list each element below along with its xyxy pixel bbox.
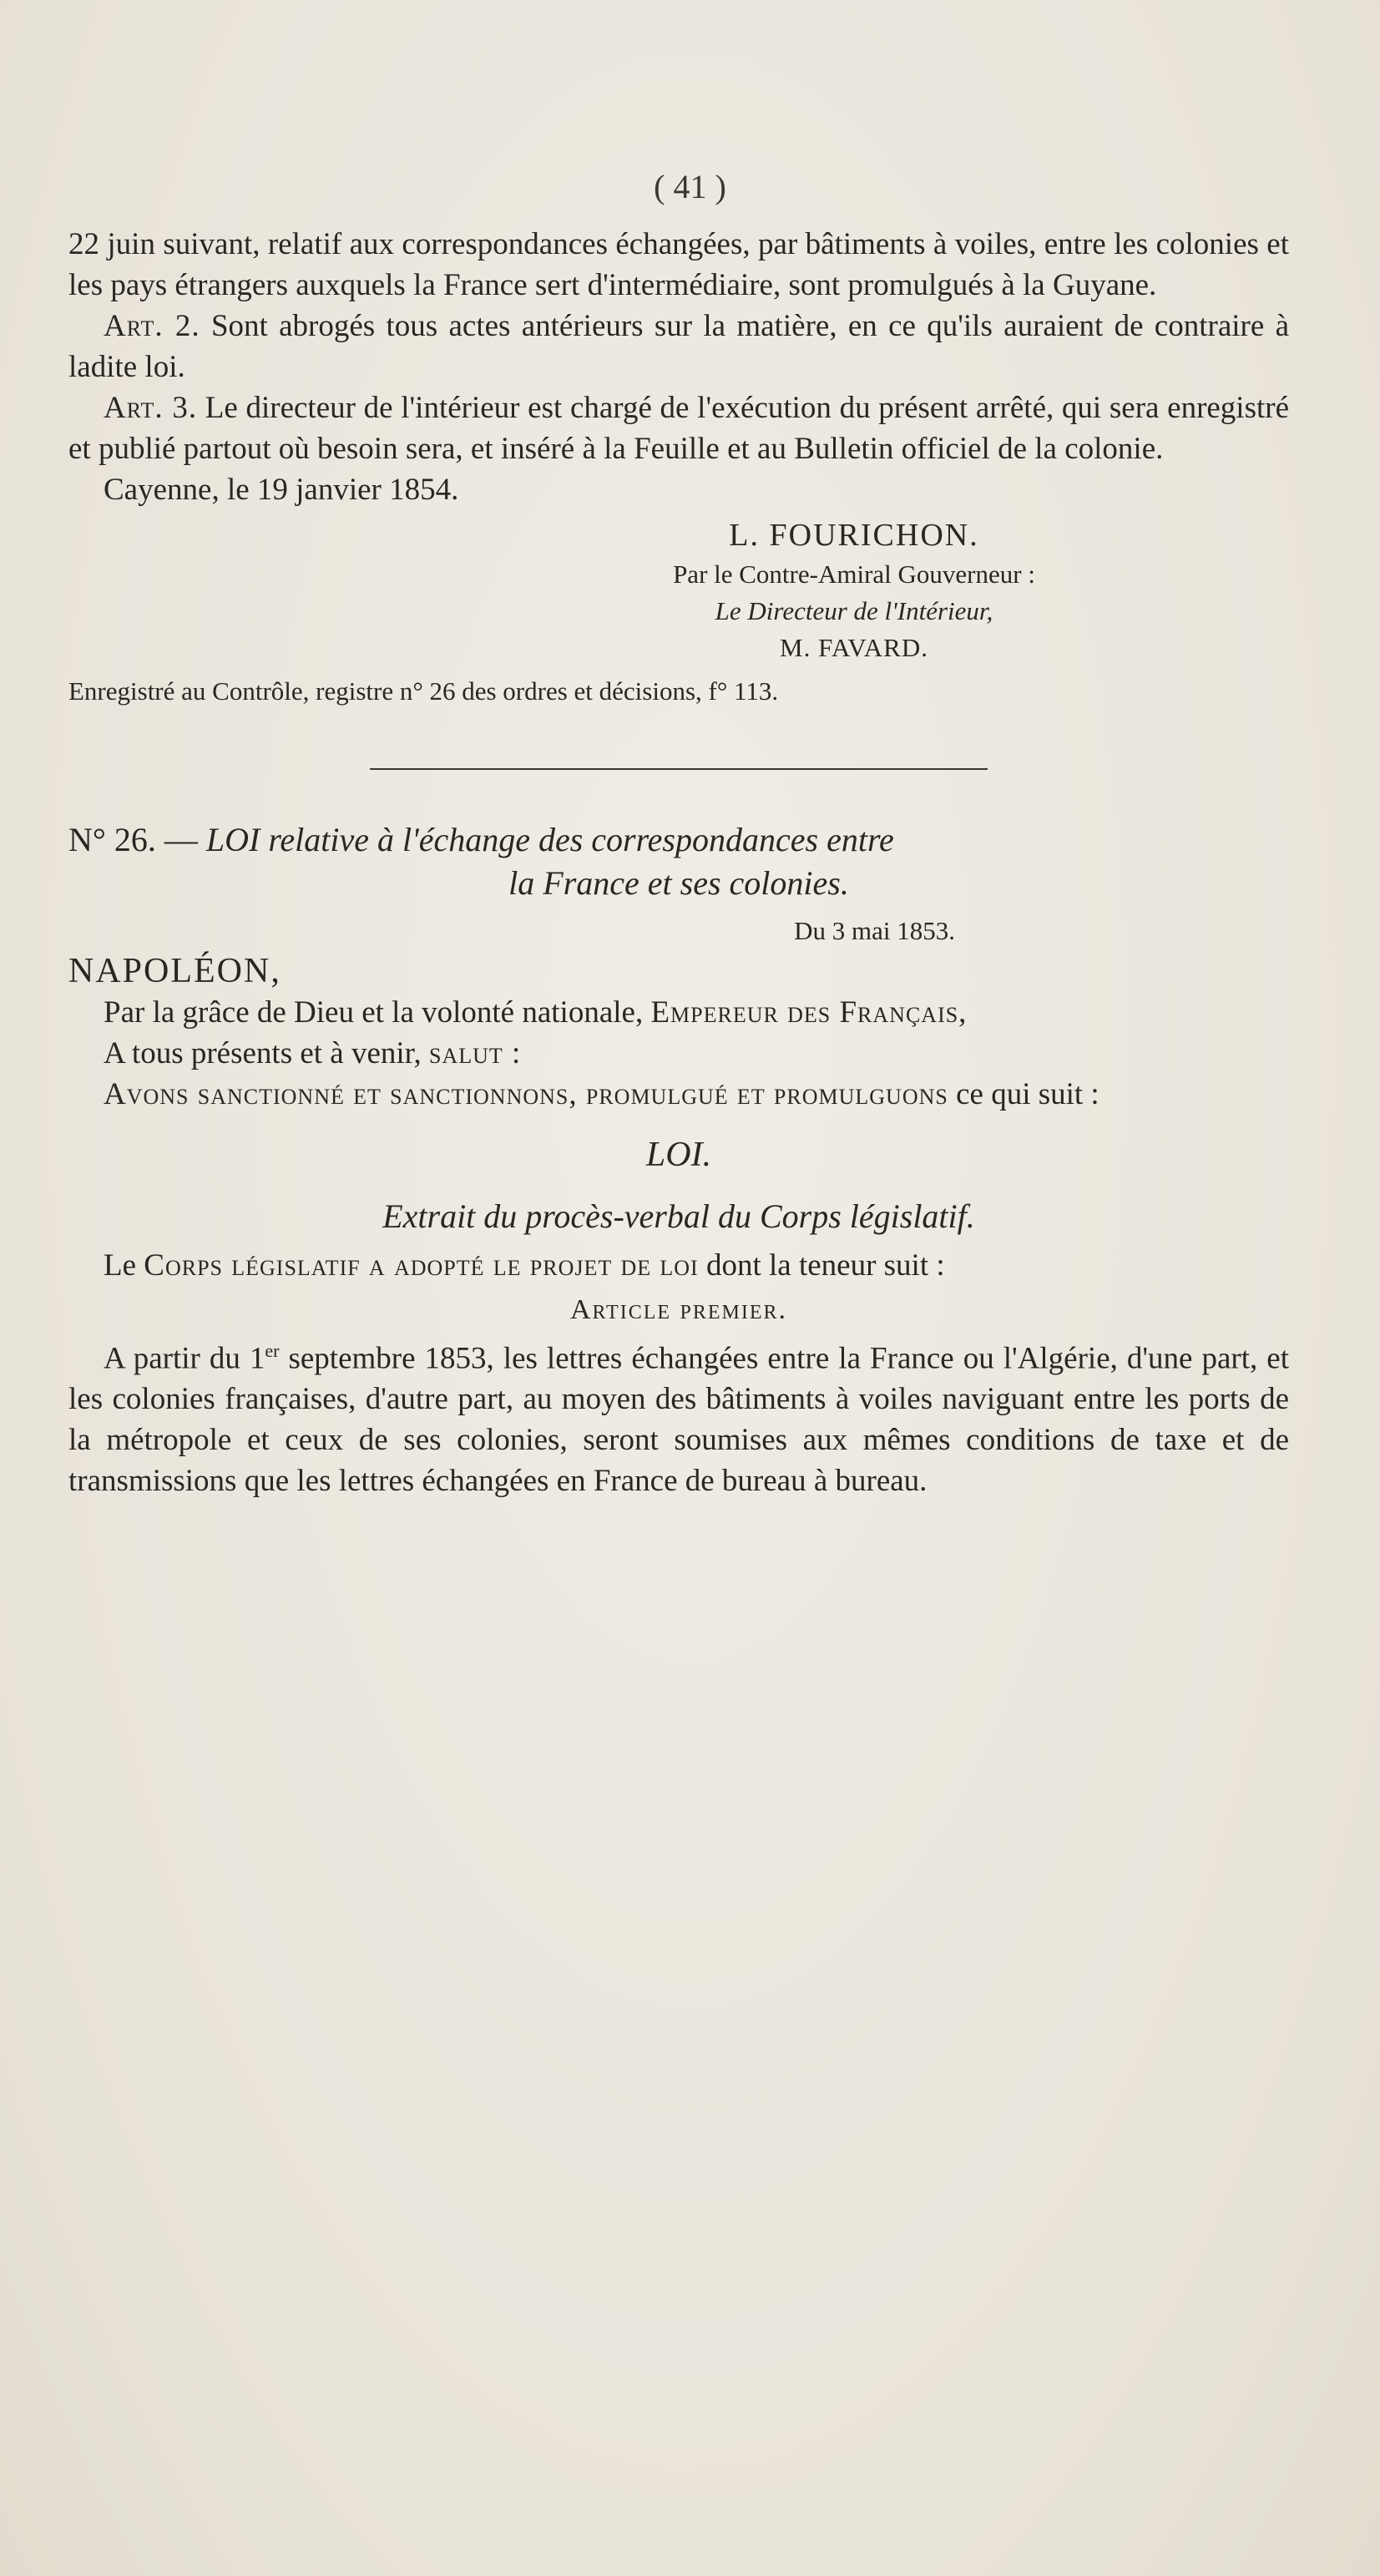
par-la-grace-text: Par la grâce de Dieu et la volonté nationale, — [104, 995, 644, 1030]
loi-title-line-1: LOI relative à l'échange des correspondances entre — [205, 821, 894, 858]
par-le-gouverneur: Par le Contre-Amiral Gouverneur : — [673, 559, 1035, 589]
loi-number: N° 26. — — [68, 821, 198, 858]
article-3-label: Art. 3. — [104, 391, 198, 425]
section-divider — [370, 768, 988, 770]
a-tous-presents — [68, 1033, 1289, 1074]
avons-end-text: ce qui suit : — [956, 1077, 1099, 1111]
corps-legislatif-text: Corps législatif a adopté le projet de loi — [144, 1248, 699, 1283]
avons-sanctionne — [68, 1074, 1289, 1115]
article-2 — [68, 306, 1289, 387]
corps-le: Le — [104, 1248, 137, 1283]
extrait-heading: Extrait du procès-verbal du Corps législatif. — [382, 1197, 975, 1235]
avons-text: Avons sanctionné et sanctionnons, promulgué et promulguons — [104, 1077, 948, 1111]
par-la-grace — [68, 992, 1289, 1033]
loi-date: Du 3 mai 1853. — [794, 916, 955, 945]
article-premier-start: A partir du 1 — [104, 1341, 265, 1376]
empereur-title: Empereur des Français, — [650, 995, 968, 1030]
enregistrement-note: Enregistré au Contrôle, registre n° 26 des ordres et décisions, f° 113. — [68, 676, 779, 706]
loi-title — [68, 818, 1289, 905]
article-premier-text — [68, 1330, 1289, 1501]
arrete-date: Cayenne, le 19 janvier 1854. — [104, 473, 459, 507]
article-2-text: Sont abrogés tous actes antérieurs sur la matière, en ce qu'ils auraient de contraire à ladite loi. — [68, 309, 1289, 384]
page-text — [68, 224, 1289, 1501]
directeur-name: M. FAVARD. — [780, 633, 928, 662]
corps-legislatif-paragraph — [68, 1245, 1289, 1286]
salut-text: salut : — [429, 1036, 522, 1070]
a-tous-text: A tous présents et à venir, — [104, 1036, 422, 1070]
corps-teneur: dont la teneur suit : — [705, 1248, 945, 1283]
page-number: ( 41 ) — [654, 168, 726, 205]
arrete-paragraph-1: 22 juin suivant, relatif aux correspondances échangées, par bâtiments à voiles, entre les colonies et les pays étrangers auxquels la France sert d'intermédiaire, sont promulgués à la Guyane. — [68, 227, 1289, 302]
directeur-title: Le Directeur de l'Intérieur, — [715, 596, 993, 625]
article-3-text: Le directeur de l'intérieur est chargé de l'exécution du présent arrêté, qui sera enregistré et publié partout où besoin sera, et inséré à la Feuille et au Bulletin officiel de la colonie. — [68, 391, 1290, 466]
loi-title-line-2: la France et ses colonies. — [508, 864, 849, 902]
signatory-name: L. FOURICHON. — [729, 518, 979, 553]
article-3 — [68, 387, 1289, 469]
article-premier-heading: Article premier. — [569, 1294, 788, 1325]
article-2-label: Art. 2. — [104, 309, 200, 343]
article-premier-body: septembre 1853, les lettres échangées entre la France ou l'Algérie, d'une part, et les colonies françaises, d'autre part, au moyen des bâtiments à voiles naviguant entre les ports de la métropole et ceux de ses colonies, seront soumises aux mêmes conditions de taxe et de transmissions que les lettres échangées en France de bureau à bureau. — [68, 1341, 1289, 1499]
napoleon-heading: NAPOLÉON, — [68, 952, 281, 990]
loi-heading: LOI. — [645, 1136, 712, 1174]
article-premier-sup: er — [265, 1340, 280, 1361]
